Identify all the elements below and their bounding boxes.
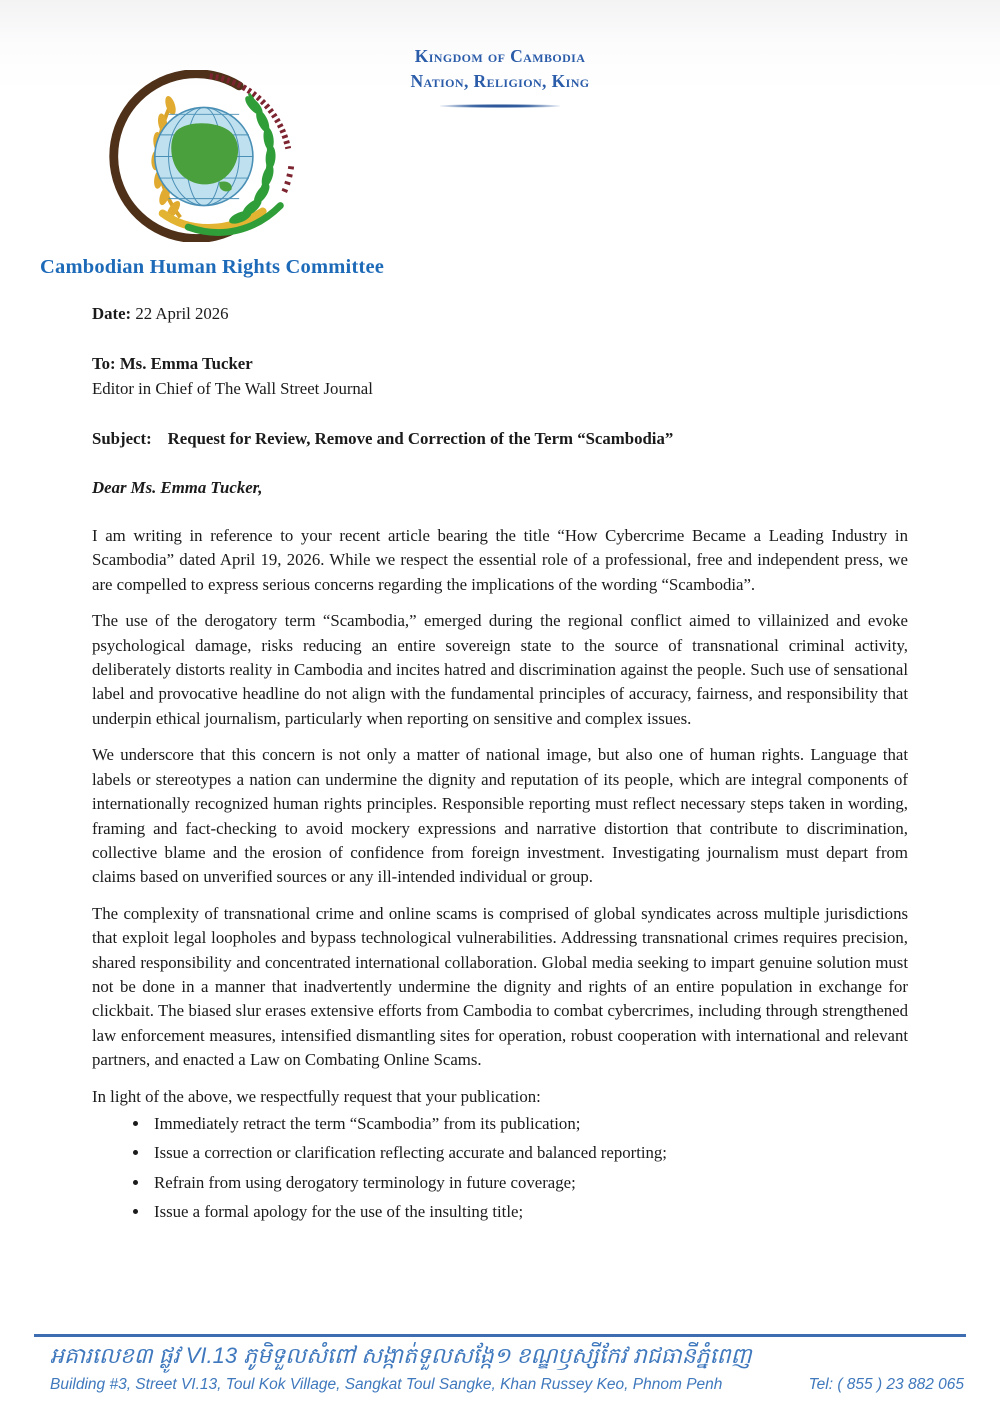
footer-english-address: Building #3, Street VI.13, Toul Kok Village, Sangkat Toul Sangke, Khan Russey Keo, Phnom Penh bbox=[50, 1376, 723, 1393]
globe bbox=[155, 107, 253, 205]
request-item-1: • Immediately retract the term “Scambodia” from its publication; bbox=[150, 1112, 908, 1136]
subject-text: Request for Review, Remove and Correction of the Term “Scambodia” bbox=[167, 429, 674, 449]
footer-divider bbox=[34, 1334, 966, 1337]
request-item-3: • Refrain from using derogatory terminology in future coverage; bbox=[150, 1171, 908, 1195]
date-value: 22 April 2026 bbox=[135, 304, 229, 323]
request-intro: In light of the above, we respectfully request that your publication: bbox=[92, 1086, 541, 1106]
paragraph-4: The complexity of transnational crime and online scams is comprised of global syndicates across multiple jurisdictions that exploit legal loopholes and bypass technological vulnerabilities. Addressing transnational crimes requires precision, shared responsibility and concentrated international collaboration. Global media seeking to impart genuine solution must not be done in a manner that inadvertently undermine the dignity and rights of an entire population in exchange for clickbait. The biased slur erases extensive efforts from Cambodia to combat cybercrimes, including through strengthened law enforcement measures, intensified dismantling sites for operation, robust cooperation with international and relevant partners, and enacted a Law on Combating Online Scams. bbox=[92, 903, 908, 1070]
paragraph-2: The use of the derogatory term “Scambodia,” emerged during the regional conflict aimed to villainized and evoke psychological damage, risks reducing an entire sovereign state to the source of transnational criminal activity, deliberately distorts reality in Cambodia and incites hatred and discrimination against the people. Such use of sensational label and provocative headline do not align with the fundamental principles of accuracy, fairness, and responsibility that underpin ethical journalism, particularly when reporting on sensitive and complex issues. bbox=[92, 611, 908, 728]
request-item-2: • Issue a correction or clarification reflecting accurate and balanced reporting; bbox=[150, 1141, 908, 1165]
committee-logo bbox=[94, 70, 300, 242]
paragraph-1: I am writing in reference to your recent article bearing the title “How Cybercrime Became a Leading Industry in Scambodia” dated April 19, 2026. While we respect the essential role of a professional, free and independent press, we are compelled to express serious concerns regarding the implications of the wording “Scambodia”. bbox=[92, 526, 908, 594]
footer-telephone: Tel: ( 855 ) 23 882 065 bbox=[808, 1376, 964, 1393]
date-label: Date: bbox=[92, 304, 132, 323]
recipient-block bbox=[92, 352, 908, 401]
paragraph-3: We underscore that this concern is not only a matter of national image, but also one of human rights. Language that labels or stereotypes a nation can undermine the dignity and reputation of its people, which are integral components of internationally recognized human rights principles. Responsible reporting must reflect necessary steps taken in wording, framing and fact-checking to avoid mockery expressions and narrative distortion that contribute to discrimination, collective blame and the erosion of confidence from foreign investment. Investigating journalism must depart from claims based on unverified sources or any ill-intended individual or group. bbox=[92, 745, 908, 887]
subject-label: Subject: bbox=[92, 429, 152, 449]
header-divider bbox=[440, 104, 560, 108]
committee-emblem-icon bbox=[94, 70, 300, 242]
footer-english-row bbox=[50, 1376, 964, 1394]
khmer-arc-text-lower bbox=[283, 166, 291, 193]
subject-line bbox=[92, 427, 908, 451]
organization-name: Cambodian Human Rights Committee bbox=[40, 256, 385, 278]
footer-khmer-address: អគារលេខ៣ ផ្លូវ VI.13 ភូមិទួលសំពៅ សង្កាត់ទួលសង្កែ១ ខណ្ឌឫស្សីកែវ រាជធានីភ្នំពេញ bbox=[50, 1343, 752, 1368]
date-line bbox=[92, 302, 908, 326]
request-item-4: • Issue a formal apology for the use of the insulting title; bbox=[150, 1200, 908, 1224]
salutation: Dear Ms. Emma Tucker, bbox=[92, 477, 263, 497]
motto-line: Nation, Religion, King bbox=[410, 70, 590, 91]
request-list bbox=[128, 1112, 908, 1225]
kingdom-line: Kingdom of Cambodia bbox=[414, 46, 586, 66]
recipient-name: To: Ms. Emma Tucker bbox=[92, 354, 253, 374]
letter-body bbox=[92, 302, 908, 1230]
recipient-title: Editor in Chief of The Wall Street Journal bbox=[92, 378, 373, 398]
